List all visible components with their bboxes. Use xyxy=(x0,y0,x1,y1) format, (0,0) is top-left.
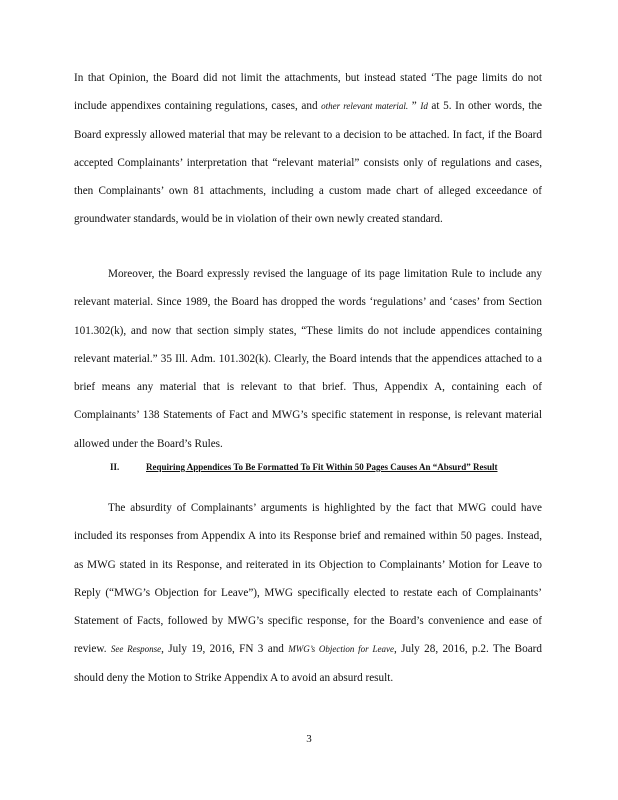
paragraph-absurdity-text-c: , July 28, 2016, p.2. The Board should deny the Motion to Strike Appendix A to avoid an absurd result. xyxy=(74,643,542,684)
section-number: II. xyxy=(110,462,120,472)
paragraph-absurdity-text-b: , July 19, 2016, FN 3 and xyxy=(161,643,289,656)
paragraph-opinion-text-b: ” xyxy=(408,100,421,113)
paragraph-absurdity xyxy=(74,494,542,692)
citation-relevant-material: other relevant material. xyxy=(321,101,409,112)
paragraph-opinion-text-c: at 5. In other words, the Board expressly allowed material that may be relevant to a decision to be attached. In fact, if the Board accepted Complainants’ interpretation that “relevant material” consists only of regulations and cases, then Complainants’ own 81 attachments, including a custom made chart of alleged exceedance of groundwater standards, would be in violation of their own newly created standard. xyxy=(74,100,543,226)
paragraph-absurdity-text-a: The absurdity of Complainants’ arguments is highlighted by the fact that MWG could have included its responses from Appendix A into its Response brief and remained within 50 pages. Instead, as MWG stated in its Response, and reiterated in its Objection to Complainants’ Motion for Leave to Reply (“MWG’s Objection for Leave”), MWG specifically elected to restate each of Complainants’ Statement of Facts, followed by MWG’s specific response, for the Board’s convenience and ease of review. xyxy=(74,502,542,656)
page-number: 3 xyxy=(306,733,312,745)
paragraph-rule-revision: Moreover, the Board expressly revised the language of its page limitation Rule to include any relevant material. Since 1989, the Board has dropped the words ‘regulations’ and ‘cases’ from Section 101.302(k), and now that section simply states, “These limits do not include appendices containing relevant material.” 35 Ill. Adm. 101.302(k). Clearly, the Board intends that the appendices attached to a brief means any material that is relevant to that brief. Thus, Appendix A, containing each of Complainants’ 138 Statements of Fact and MWG’s specific statement in response, is relevant material allowed under the Board’s Rules. xyxy=(74,268,542,450)
citation-id: Id xyxy=(420,101,428,112)
citation-see-response: See Response xyxy=(110,644,162,655)
section-title: Requiring Appendices To Be Formatted To Fit Within 50 Pages Causes An “Absurd” Result xyxy=(146,462,498,472)
paragraph-opinion xyxy=(74,64,542,234)
paragraph-opinion-text-a: In that Opinion, the Board did not limit the attachments, but instead stated ‘The page limits do not include appendixes containing regulations, cases, and xyxy=(74,72,542,113)
citation-objection-for-leave: MWG’s Objection for Leave xyxy=(288,644,394,655)
